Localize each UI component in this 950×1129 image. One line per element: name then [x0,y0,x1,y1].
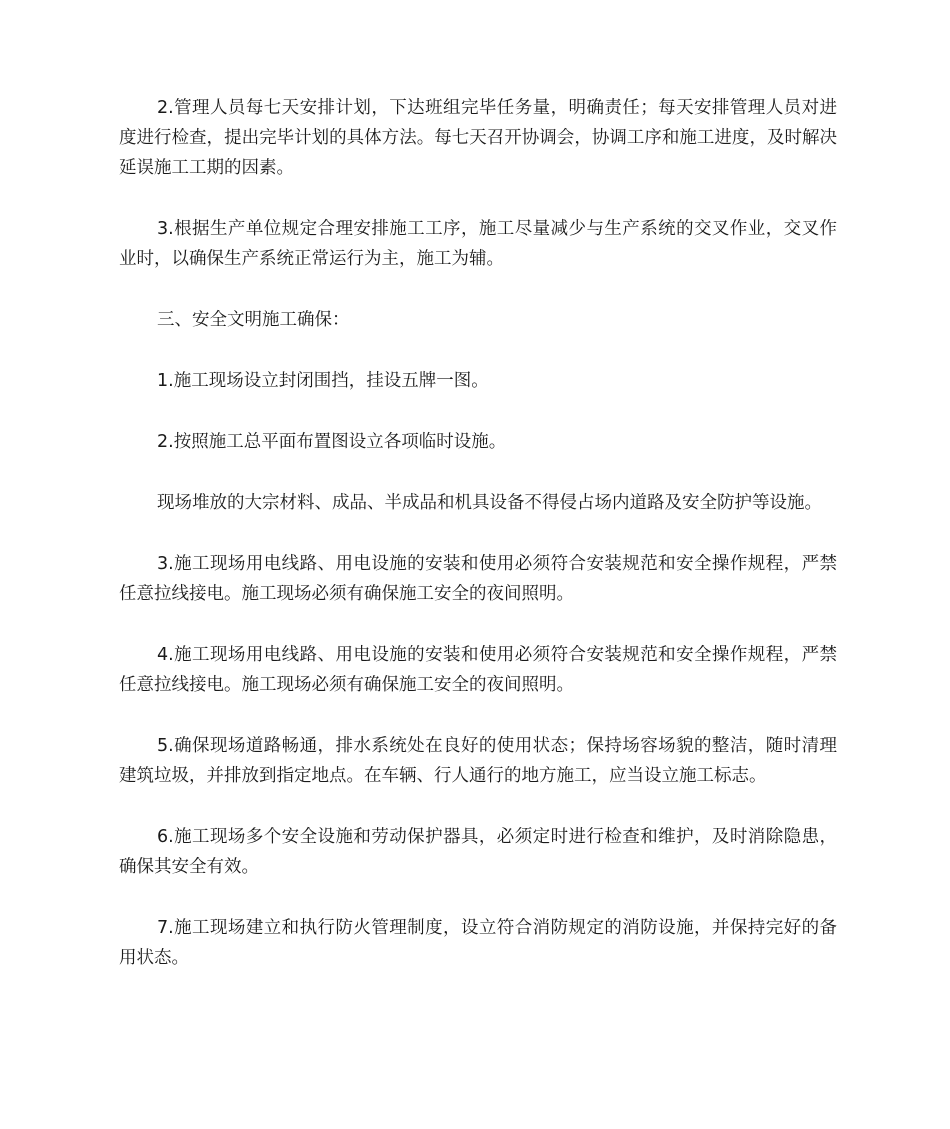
document-body [119,93,837,1004]
paragraph-temporary-facilities: 2.按照施工总平面布置图设立各项临时设施。 [157,432,507,452]
paragraph-material-storage: 现场堆放的大宗材料、成品、半成品和机具设备不得侵占场内道路及安全防护等设施。 [157,493,822,513]
paragraph-site-roads: 5.确保现场道路畅通，排水系统处在良好的使用状态；保持场容场貌的整洁，随时清理建筑垃圾，并排放到指定地点。在车辆、行人通行的地方施工，应当设立施工标志。 [119,736,837,786]
paragraph-electrical-safety-1: 3.施工现场用电线路、用电设施的安装和使用必须符合安装规范和安全操作规程，严禁任意拉线接电。施工现场必须有确保施工安全的夜间照明。 [119,554,837,604]
paragraph-fire-safety: 7.施工现场建立和执行防火管理制度，设立符合消防规定的消防设施，并保持完好的备用状态。 [119,918,837,968]
paragraph-process-arrangement: 3.根据生产单位规定合理安排施工工序，施工尽量减少与生产系统的交叉作业，交叉作业时，以确保生产系统正常运行为主，施工为辅。 [119,219,837,269]
paragraph-schedule-planning: 2.管理人员每七天安排计划，下达班组完毕任务量，明确责任；每天安排管理人员对进度进行检查，提出完毕计划的具体方法。每七天召开协调会，协调工序和施工进度，及时解决延误施工工期的因素。 [119,98,837,178]
paragraph-electrical-safety-2: 4.施工现场用电线路、用电设施的安装和使用必须符合安装规范和安全操作规程，严禁任意拉线接电。施工现场必须有确保施工安全的夜间照明。 [119,645,837,695]
section-heading-safety: 三、安全文明施工确保： [157,310,350,330]
paragraph-protective-equipment: 6.施工现场多个安全设施和劳动保护器具，必须定时进行检查和维护，及时消除隐患，确保其安全有效。 [119,827,837,877]
paragraph-enclosure: 1.施工现场设立封闭围挡，挂设五牌一图。 [157,371,489,391]
